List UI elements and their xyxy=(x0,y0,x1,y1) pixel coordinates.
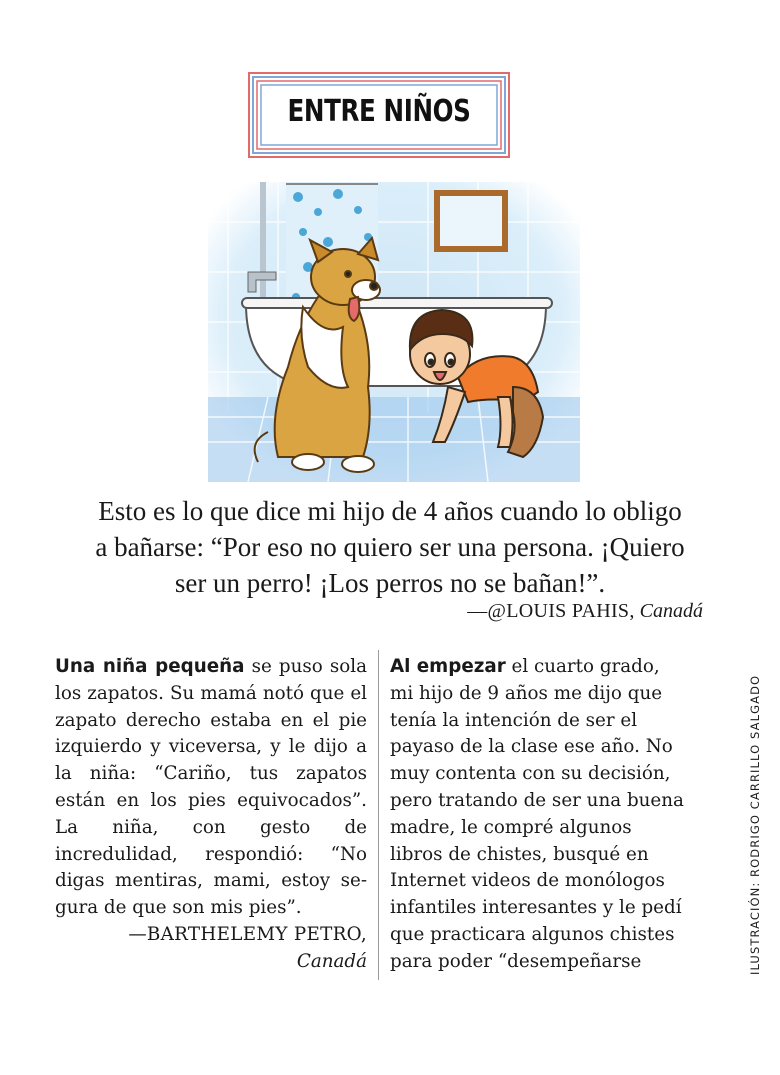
main-attribution-place: Canadá xyxy=(639,600,703,622)
right-anecdote-line: pero tratando de ser una buena xyxy=(390,789,684,811)
right-anecdote-line: muy contenta con su decisión, xyxy=(390,763,671,785)
left-anecdote-text xyxy=(55,654,367,922)
column-divider xyxy=(378,650,379,980)
left-anecdote-lead: Una niña pequeña xyxy=(55,656,245,677)
right-anecdote-line: infantiles interesantes y le pedí xyxy=(390,897,682,919)
right-anecdote-line: Internet videos de monólogos xyxy=(390,870,665,892)
right-anecdote-text: el cuarto grado, xyxy=(505,656,660,677)
right-anecdote-line: payaso de la clase ese año. No xyxy=(390,736,673,758)
section-title: ENTRE NIÑOS xyxy=(287,94,471,129)
main-quote-line: ser un perro! ¡Los perros no se bañan!”. xyxy=(174,568,606,598)
main-quote xyxy=(40,493,740,601)
right-anecdote-lead: Al empezar xyxy=(390,656,506,677)
left-anecdote-body: se puso sola los zapatos. Su mamá notó que el zapato derecho estaba en el pie izquierdo y viceversa, y le dijo a la niña: “Cariño, tus zapatos están en los pies equivocados”. La niña, con gesto de incredulidad, respondió: “No digas mentiras, mami, estoy segura de que son mis pies”. xyxy=(55,656,367,919)
left-column-anecdote xyxy=(55,654,367,976)
right-anecdote-line xyxy=(390,654,700,681)
main-quote-line: Esto es lo que dice mi hijo de 4 años cuando lo obligo xyxy=(98,496,682,526)
left-attribution-name: —BARTHELEMY PETRO, xyxy=(128,923,367,945)
right-anecdote-line: que practicara algunos chistes xyxy=(390,923,675,945)
right-anecdote-line: libros de chistes, busqué en xyxy=(390,843,649,865)
right-anecdote-line: para poder “desempeñarse xyxy=(390,950,642,972)
right-column-anecdote xyxy=(390,654,700,976)
main-attribution-name: —@LOUIS PAHIS, xyxy=(467,600,635,622)
right-anecdote-line: madre, le compré algunos xyxy=(390,816,632,838)
main-quote-attribution xyxy=(467,600,703,623)
section-header xyxy=(248,72,510,158)
main-quote-line: a bañarse: “Por eso no quiero ser una persona. ¡Quiero xyxy=(95,532,685,562)
right-anecdote-line: tenía la intención de ser el xyxy=(390,709,638,731)
right-anecdote-line: mi hijo de 9 años me dijo que xyxy=(390,682,663,704)
left-attribution-place: Canadá xyxy=(296,950,367,972)
illustration-credit: ILUSTRACIÓN: RODRIGO CARRILLO SALGADO xyxy=(748,674,762,975)
dog-and-boy-bathroom-illustration xyxy=(208,182,580,482)
